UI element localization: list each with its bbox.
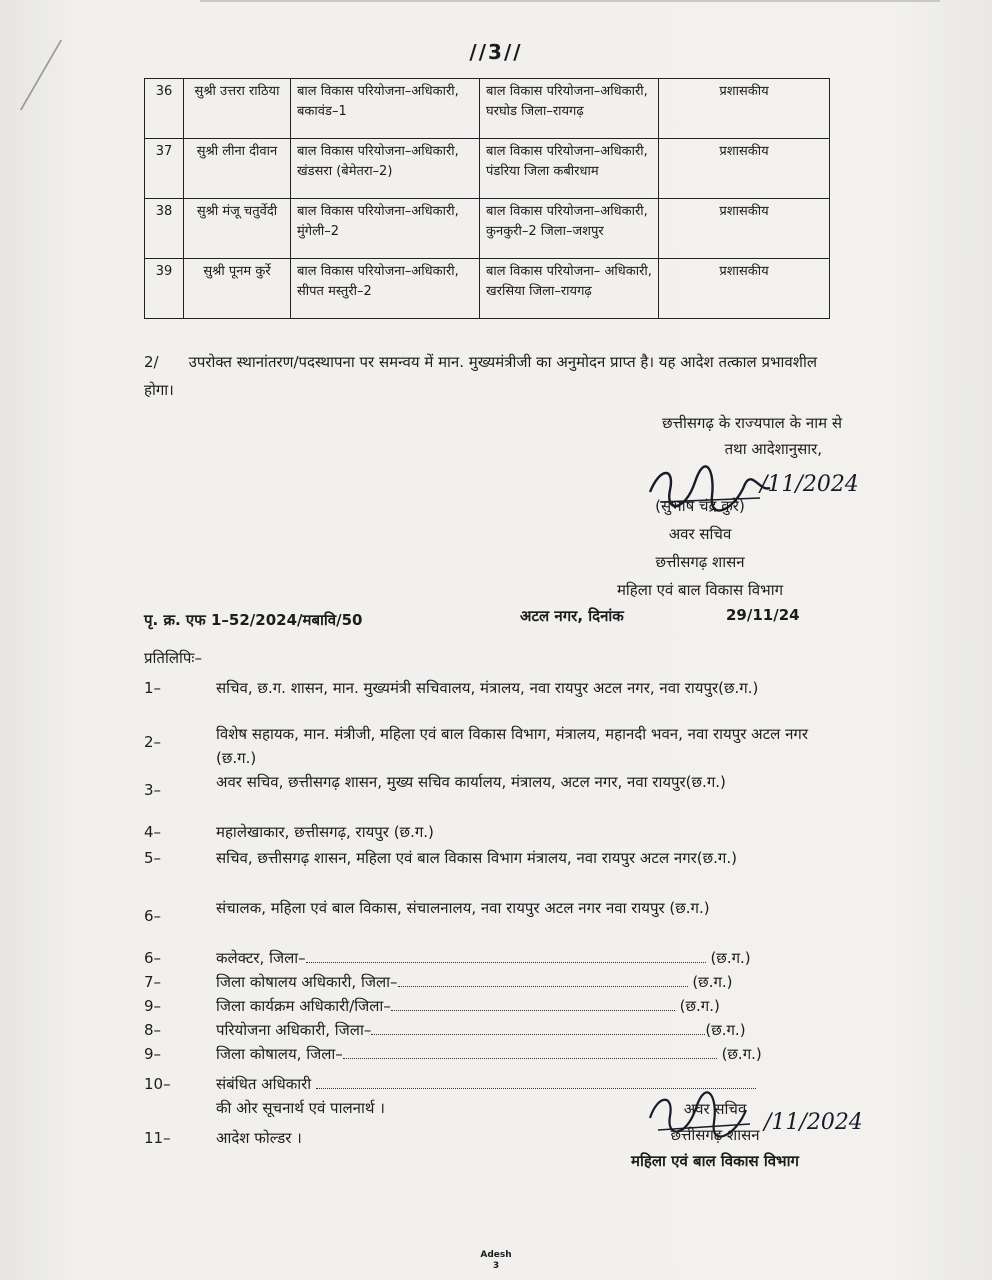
blank-line xyxy=(371,1022,705,1035)
signatory-department: महिला एवं बाल विकास विभाग xyxy=(631,1152,799,1170)
approval-paragraph xyxy=(144,348,834,404)
order-authority-line1: छत्तीसगढ़ के राज्यपाल के नाम से xyxy=(662,414,842,432)
copy-item-number: 6– xyxy=(144,907,162,925)
serial-cell: 37 xyxy=(145,139,184,199)
table-row xyxy=(145,259,830,319)
copy-to-heading: प्रतिलिपिः– xyxy=(144,649,202,667)
copy-item-text: सचिव, छत्तीसगढ़ शासन, महिला एवं बाल विकास विभाग मंत्रालय, नवा रायपुर अटल नगर(छ.ग.) xyxy=(216,849,737,867)
name-cell: सुश्री पूनम कुर्रे xyxy=(184,259,291,319)
copy-item-text: आदेश फोल्डर । xyxy=(216,1129,302,1147)
transfer-type-cell: प्रशासकीय xyxy=(659,199,830,259)
copy-item-text: जिला कोषालय, जिला– xyxy=(216,1045,343,1063)
from-post-cell: बाल विकास परियोजना–अधिकारी, सीपत मस्तुरी–2 xyxy=(291,259,480,319)
transfer-type-cell: प्रशासकीय xyxy=(659,139,830,199)
copy-item-text: कलेक्टर, जिला– xyxy=(216,949,306,967)
signatory-government: छत्तीसगढ़ शासन xyxy=(670,1126,760,1144)
signatory-designation: अवर सचिव xyxy=(683,1100,747,1118)
copy-item-number: 9– xyxy=(144,1045,162,1063)
signatory-name: (सुभाष चंद्र कुर्रे) xyxy=(655,497,745,515)
transfer-table xyxy=(144,78,830,319)
signatory-block xyxy=(560,492,840,604)
from-post-cell: बाल विकास परियोजना–अधिकारी, मुंगेली–2 xyxy=(291,199,480,259)
signatory-government: छत्तीसगढ़ शासन xyxy=(655,553,745,571)
copy-item-number: 3– xyxy=(144,781,162,799)
serial-cell: 36 xyxy=(145,79,184,139)
to-post-cell: बाल विकास परियोजना–अधिकारी, पंडरिया जिला कबीरधाम xyxy=(480,139,659,199)
reference-number: पृ. क्र. एफ 1–52/2024/मबावि/50 xyxy=(144,611,363,629)
from-post-cell: बाल विकास परियोजना–अधिकारी, बकावंड–1 xyxy=(291,79,480,139)
transfer-type-cell: प्रशासकीय xyxy=(659,79,830,139)
copy-item-number: 10– xyxy=(144,1075,171,1093)
from-post-cell: बाल विकास परियोजना–अधिकारी, खंडसरा (बेमेतरा–2) xyxy=(291,139,480,199)
name-cell: सुश्री उत्तरा राठिया xyxy=(184,79,291,139)
copy-item-number: 6– xyxy=(144,949,162,967)
to-post-cell: बाल विकास परियोजना–अधिकारी, घरघोड जिला–रायगढ़ xyxy=(480,79,659,139)
to-post-cell: बाल विकास परियोजना– अधिकारी, खरसिया जिला–रायगढ़ xyxy=(480,259,659,319)
reference-place: अटल नगर, दिनांक xyxy=(520,607,624,625)
table-row xyxy=(145,79,830,139)
table-row xyxy=(145,139,830,199)
serial-cell: 39 xyxy=(145,259,184,319)
copy-item-suffix: (छ.ग.) xyxy=(710,949,751,967)
copy-item-text: जिला कोषालय अधिकारी, जिला– xyxy=(216,973,398,991)
page-marker: //3// xyxy=(469,40,523,64)
scan-edge-line xyxy=(200,0,940,8)
blank-line xyxy=(316,1076,756,1089)
copy-item-number: 4– xyxy=(144,823,162,841)
copy-item-text: अवर सचिव, छत्तीसगढ़ शासन, मुख्य सचिव कार्यालय, मंत्रालय, अटल नगर, नवा रायपुर(छ.ग.) xyxy=(216,773,726,791)
paragraph-number: 2/ xyxy=(144,353,159,371)
blank-line xyxy=(343,1046,717,1059)
copy-item-suffix: (छ.ग.) xyxy=(721,1045,762,1063)
table-row xyxy=(145,199,830,259)
copy-item-number: 7– xyxy=(144,973,162,991)
handwritten-date: /11/2024 xyxy=(760,472,859,497)
name-cell: सुश्री लीना दीवान xyxy=(184,139,291,199)
blank-line xyxy=(398,974,688,987)
copy-item-text: महालेखाकार, छत्तीसगढ़, रायपुर (छ.ग.) xyxy=(216,823,434,841)
copy-item-suffix: (छ.ग.) xyxy=(705,1021,746,1039)
page-footer xyxy=(0,1250,992,1272)
footer-label: Adesh xyxy=(480,1250,512,1260)
copy-item-text: सचिव, छ.ग. शासन, मान. मुख्यमंत्री सचिवालय, मंत्रालय, नवा रायपुर अटल नगर, नवा रायपुर(छ.ग.) xyxy=(216,679,759,697)
copy-item-number: 9– xyxy=(144,997,162,1015)
name-cell: सुश्री मंजू चतुर्वेदी xyxy=(184,199,291,259)
copy-item-text: परियोजना अधिकारी, जिला– xyxy=(216,1021,372,1039)
signatory-block-2 xyxy=(580,1096,850,1174)
blank-line xyxy=(306,950,706,963)
blank-line xyxy=(391,998,675,1011)
copy-item-text: संचालक, महिला एवं बाल विकास, संचालनालय, नवा रायपुर अटल नगर नवा रायपुर (छ.ग.) xyxy=(216,899,710,917)
reference-date: 29/11/24 xyxy=(726,606,800,624)
signatory-designation: अवर सचिव xyxy=(668,525,732,543)
signatory-department: महिला एवं बाल विकास विभाग xyxy=(616,581,784,599)
copy-item-number: 2– xyxy=(144,733,162,751)
copy-item-suffix: (छ.ग.) xyxy=(692,973,733,991)
to-post-cell: बाल विकास परियोजना–अधिकारी, कुनकुरी–2 जिला–जशपुर xyxy=(480,199,659,259)
copy-item-number: 5– xyxy=(144,849,162,867)
copy-item-text: जिला कार्यक्रम अधिकारी/जिला– xyxy=(216,997,391,1015)
paragraph-text: उपरोक्त स्थानांतरण/पदस्थापना पर समन्वय में मान. मुख्यमंत्रीजी का अनुमोदन प्राप्त है। यह आदेश तत्काल प्रभावशील होगा। xyxy=(144,353,818,399)
copy-item-text-continued: की ओर सूचनार्थ एवं पालनार्थ । xyxy=(216,1099,385,1117)
copy-item-text: संबंधित अधिकारी xyxy=(216,1075,312,1093)
copy-item-number: 1– xyxy=(144,679,162,697)
copy-item-text: विशेष सहायक, मान. मंत्रीजी, महिला एवं बाल विकास विभाग, मंत्रालय, महानदी भवन, नवा रायपुर अटल नगर (छ.ग.) xyxy=(216,725,808,767)
footer-page-number: 3 xyxy=(492,1261,500,1271)
serial-cell: 38 xyxy=(145,199,184,259)
handwritten-date: /11/2024 xyxy=(764,1110,863,1135)
copy-item-number: 8– xyxy=(144,1021,162,1039)
order-authority xyxy=(662,410,842,462)
transfer-type-cell: प्रशासकीय xyxy=(659,259,830,319)
copy-item-number: 11– xyxy=(144,1129,171,1147)
copy-item-suffix: (छ.ग.) xyxy=(679,997,720,1015)
order-authority-line2: तथा आदेशानुसार, xyxy=(724,440,822,458)
